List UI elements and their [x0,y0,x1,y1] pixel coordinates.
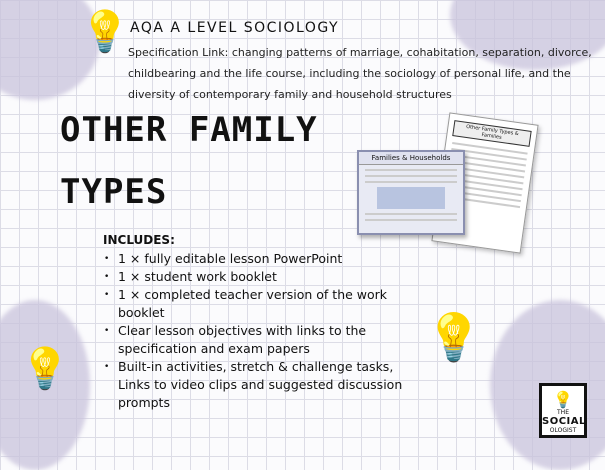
slide-title: Families & Households [359,152,463,165]
course-title: AQA A LEVEL SOCIOLOGY [130,20,340,36]
list-item: • 1 × student work booklet [104,268,414,286]
slide-preview [357,150,465,235]
lightbulb-icon: 💡 [80,9,130,55]
idea-lightbulb-icon: 💡 [20,346,70,392]
gear-lightbulb-icon: 💡 [425,310,483,364]
logo-social: SOCIAL [542,416,586,427]
list-item: • Built-in activities, stretch & challenge tasks, Links to video clips and suggested discussion prompts [104,358,414,412]
includes-heading: INCLUDES: [103,233,175,247]
page-title-line1: OTHER FAMILY [60,110,318,150]
list-item: • 1 × fully editable lesson PowerPoint [104,250,414,268]
booklet-title: Other Family Types & Families [452,120,531,147]
logo-the: THE [557,409,569,416]
specification-link: Specification Link: changing patterns of marriage, cohabitation, separation, divorce, childbearing and the life course, including the sociology of personal life, and the diversity of contemporary family and household structures [128,46,592,101]
logo-ologist: OLOGIST [549,427,577,434]
includes-list [104,250,414,412]
list-item: • Clear lesson objectives with links to the specification and exam papers [104,322,414,358]
page-title-line2: TYPES [60,172,168,212]
social-ologist-logo: 💡 THE SOCIAL OLOGIST [539,383,587,438]
list-item: • 1 × completed teacher version of the work booklet [104,286,414,322]
